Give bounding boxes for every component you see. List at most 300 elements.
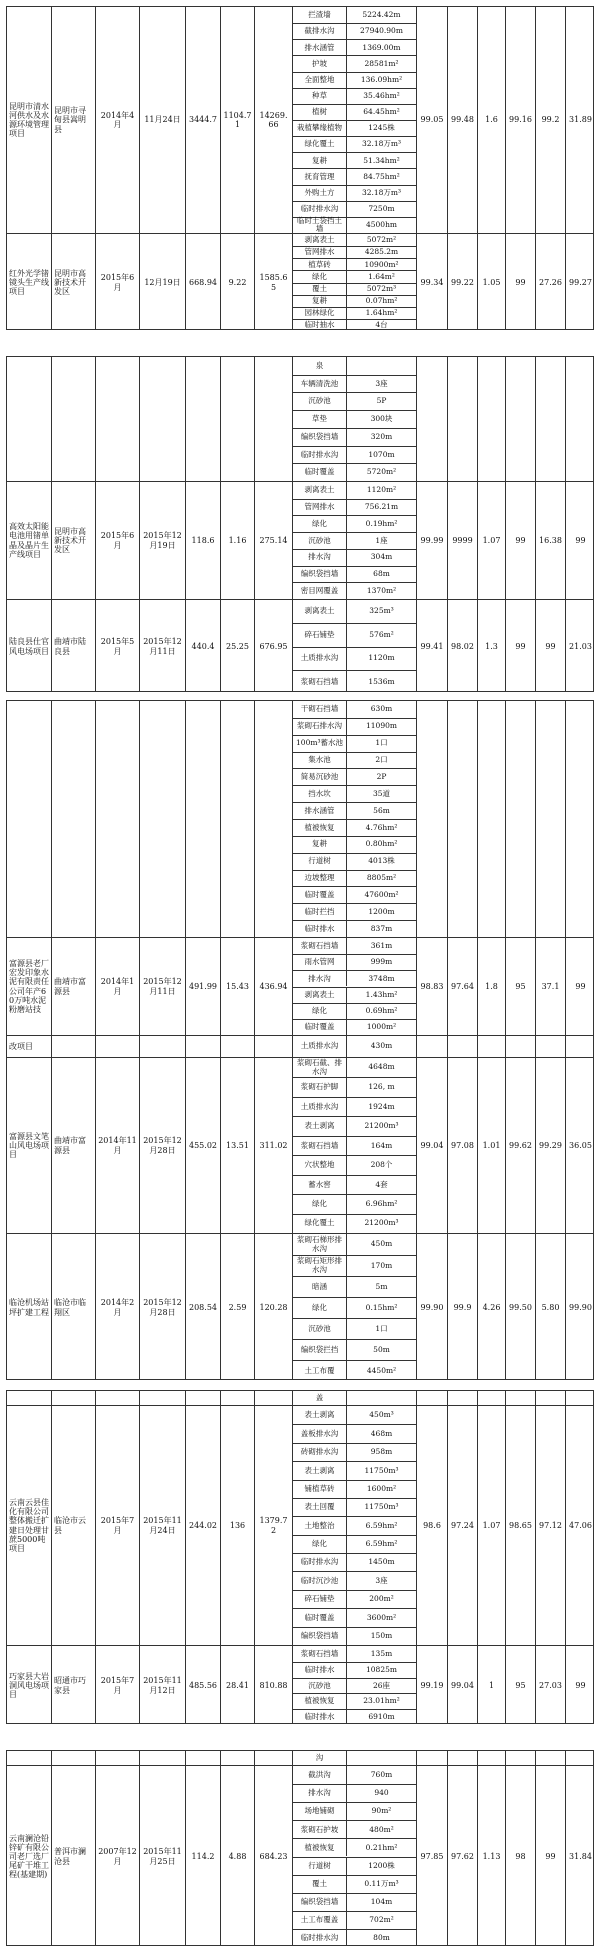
measure-quantity: 1120m² (366, 485, 397, 495)
measure-name: 浆砌石挡墙 (293, 938, 347, 954)
measure-row (293, 1693, 416, 1709)
metric-cell (447, 1036, 477, 1057)
measure-row (293, 1276, 416, 1297)
measure-quantity: 1座 (375, 535, 388, 545)
measure-name: 覆土 (293, 1876, 347, 1893)
metric-cell: 9999 (447, 482, 477, 599)
measure-quantity: 84.75hm² (363, 171, 400, 181)
measure-name: 编织袋挡墙 (293, 1628, 347, 1645)
location-cell (51, 701, 95, 937)
measure-row (293, 410, 416, 428)
metric-cell (535, 1391, 565, 1405)
measure-name: 编织袋挡墙 (293, 429, 347, 446)
measure-row (293, 1058, 416, 1077)
measures-list (292, 1766, 417, 1946)
measure-row (293, 120, 416, 136)
value-cell: 491.99 (185, 938, 220, 1035)
measure-quantity: 4500hm (365, 220, 398, 230)
measure-quantity: 50m (373, 1344, 390, 1354)
measure-quantity: 702m² (369, 1915, 394, 1925)
measure-row (293, 886, 416, 903)
metric-cell: 99.34 (420, 277, 444, 287)
metric-cell (565, 1036, 594, 1057)
measure-row (293, 136, 416, 152)
measure-name: 管网排水 (293, 247, 347, 258)
metric-cell: 99 (565, 1646, 594, 1724)
measure-name: 复耕 (293, 296, 347, 307)
measure-name: 浆砌石挡墙 (293, 1137, 347, 1155)
measure-row (293, 1516, 416, 1534)
metric-cell: 37.1 (535, 938, 565, 1035)
measure-quantity: 1000m² (366, 1022, 397, 1032)
metric-cell: 99.2 (535, 7, 565, 233)
value-cell (185, 1751, 220, 1765)
metric-cell: 99.16 (505, 7, 535, 233)
metric-cell: 99.22 (447, 234, 477, 330)
project-name-cell: 高效太阳能电池用锗单晶及晶片生产线项目 (9, 522, 49, 559)
measure-name: 剥离表土 (293, 482, 347, 499)
measure-quantity: 208个 (370, 1160, 393, 1170)
metric-cell: 99.04 (447, 1646, 477, 1724)
metric-cell (477, 1036, 505, 1057)
value-cell: 455.02 (185, 1058, 220, 1233)
measure-quantity: 1245株 (368, 123, 395, 133)
measure-name: 土质排水沟 (293, 1098, 347, 1116)
metric-cell (565, 357, 594, 481)
measure-name: 沉砂池 (293, 1319, 347, 1339)
metric-cell (505, 1391, 535, 1405)
location-cell: 曲靖市陆良县 (51, 600, 95, 692)
measure-quantity: 51.34hm² (363, 155, 400, 165)
measure-row (293, 600, 416, 623)
measure-quantity: 23.01hm² (363, 1696, 400, 1706)
metric-cell: 97.64 (447, 938, 477, 1035)
value-cell: 9.22 (220, 234, 254, 330)
metric-cell: 99.90 (420, 1302, 444, 1312)
measure-quantity: 11090m (366, 721, 397, 731)
measure-quantity: 630m (370, 704, 393, 714)
measure-row (293, 970, 416, 986)
measure-quantity: 468m (370, 1428, 393, 1438)
start-date-cell: 2015年6月 (95, 482, 139, 599)
end-date-cell: 2015年12月28日 (139, 1058, 185, 1233)
measure-quantity: 2P (376, 772, 387, 782)
measure-quantity: 5072m³ (366, 283, 397, 293)
measure-name: 植被恢复 (293, 820, 347, 836)
measure-quantity (347, 1751, 416, 1765)
start-date-cell: 2015年5月 (95, 600, 139, 692)
value-cell: 676.95 (254, 600, 292, 692)
measure-quantity: 5224.42m (362, 9, 401, 19)
metric-cell: 99.05 (420, 115, 444, 125)
value-cell (185, 701, 220, 937)
table-fragment-1 (6, 6, 594, 330)
measure-name: 绿化 (293, 1004, 347, 1019)
measure-row (293, 463, 416, 481)
measure-name: 行道树 (293, 854, 347, 870)
end-date-cell (139, 1751, 185, 1765)
measure-row (293, 701, 416, 718)
measure-row (293, 152, 416, 168)
measure-row (293, 623, 416, 646)
measure-name: 临时沉沙池 (293, 1572, 347, 1589)
measure-row (293, 1019, 416, 1035)
measure-row (293, 1194, 416, 1213)
metric-cell: 1.8 (477, 938, 505, 1035)
measure-row (293, 499, 416, 516)
table-fragment-3 (6, 700, 594, 1380)
project-name-cell (7, 701, 51, 937)
measure-quantity: 756.21m (364, 502, 399, 512)
measure-name: 浆砌石护脚 (293, 1078, 347, 1096)
metric-cell (505, 357, 535, 481)
measure-name: 100m³蓄水池 (293, 736, 347, 752)
measure-quantity: 0.21hm² (365, 1842, 398, 1852)
measure-quantity: 0.07hm² (365, 295, 398, 305)
end-date-cell: 2015年12月11日 (139, 600, 185, 692)
measure-row (293, 870, 416, 887)
metric-cell: 1.13 (477, 1766, 505, 1946)
location-cell: 曲靖市富源县 (51, 938, 95, 1035)
value-cell: 1585.65 (254, 234, 292, 330)
measure-quantity: 4648m (368, 1062, 395, 1072)
value-cell: 4.88 (220, 1766, 254, 1946)
measure-row (293, 1911, 416, 1929)
metric-cell (477, 357, 505, 481)
measure-row (293, 1627, 416, 1645)
measure-name: 暗涵 (293, 1277, 347, 1297)
measure-quantity: 1070m (368, 449, 395, 459)
metric-cell (477, 1751, 505, 1765)
measure-name: 临时排水 (293, 1710, 347, 1724)
measure-name: 挡水坎 (293, 786, 347, 802)
measure-quantity: 8805m² (366, 873, 397, 883)
measure-name: 绿化 (293, 1298, 347, 1318)
value-cell (254, 701, 292, 937)
measure-name: 绿化覆土 (293, 1215, 347, 1233)
measure-quantity: 7250m (368, 203, 395, 213)
measure-row (293, 428, 416, 446)
measure-quantity: 80m (373, 1933, 390, 1943)
measure-row (293, 1077, 416, 1096)
measure-quantity: 90m² (371, 1806, 392, 1816)
measure-quantity: 430m (370, 1041, 393, 1051)
metric-cell: 1.6 (477, 7, 505, 233)
start-date-cell (95, 357, 139, 481)
measures-list (292, 1751, 417, 1765)
measure-name: 穴状整地 (293, 1156, 347, 1174)
measure-name: 排水涵管 (293, 40, 347, 55)
table-row (7, 937, 593, 1035)
metric-cell: 99.19 (420, 1680, 444, 1690)
measure-name: 管网排水 (293, 500, 347, 516)
measure-quantity: 1924m (368, 1101, 395, 1111)
measure-quantity: 361m (370, 940, 393, 950)
measure-quantity: 68m (373, 569, 390, 579)
start-date-cell: 2015年7月 (95, 1646, 139, 1724)
measures-list (292, 1234, 417, 1380)
value-cell: 1379.72 (254, 1406, 292, 1645)
project-name-cell: 陆良县仕官风电场项目 (9, 637, 49, 656)
measure-row (293, 836, 416, 853)
measure-quantity: 576m² (369, 630, 394, 640)
start-date-cell: 2014年11月 (95, 1058, 139, 1233)
measure-row (293, 566, 416, 583)
metric-cell (565, 1391, 594, 1405)
measure-name: 绿化 (293, 1195, 347, 1213)
measure-name: 临时排水沟 (293, 447, 347, 464)
table-row (7, 357, 593, 481)
metric-cell: 99.9 (447, 1234, 477, 1380)
measure-row (293, 392, 416, 410)
metric-cell: 99.90 (565, 1234, 594, 1380)
measure-name: 雨水管网 (293, 955, 347, 970)
measure-quantity: 3600m² (366, 1612, 397, 1622)
measure-name: 沉砂池 (293, 393, 347, 410)
end-date-cell: 2015年11月25日 (139, 1766, 185, 1946)
measure-row (293, 55, 416, 71)
measure-quantity: 4.76hm² (365, 822, 398, 832)
metric-cell (447, 1391, 477, 1405)
metric-cell (447, 357, 477, 481)
value-cell: 120.28 (254, 1234, 292, 1380)
value-cell: 440.4 (185, 600, 220, 692)
start-date-cell (95, 1751, 139, 1765)
metric-cell (505, 1751, 535, 1765)
measure-name: 密目网覆盖 (293, 583, 347, 599)
measure-row (293, 1571, 416, 1589)
measure-quantity: 300块 (370, 414, 393, 424)
table-row (7, 1751, 593, 1765)
measure-row (293, 1929, 416, 1946)
measure-name: 行道树 (293, 1858, 347, 1875)
measure-name: 护坡 (293, 56, 347, 71)
measure-quantity: 4台 (375, 320, 388, 330)
measure-name: 排水沟 (293, 971, 347, 986)
metric-cell: 27.03 (535, 1646, 565, 1724)
metric-cell: 99.48 (447, 7, 477, 233)
measure-row (293, 446, 416, 464)
metric-cell: 47.06 (565, 1406, 594, 1645)
measure-quantity: 3座 (375, 378, 388, 388)
metric-cell: 97.85 (420, 1851, 444, 1861)
measure-quantity: 958m (370, 1447, 393, 1457)
measure-row (293, 1646, 416, 1662)
measure-quantity: 21200m³ (364, 1121, 399, 1131)
location-cell: 临沧市临翔区 (51, 1234, 95, 1380)
measure-quantity: 6910m (368, 1712, 395, 1722)
end-date-cell: 11月24日 (139, 7, 185, 233)
measure-row (293, 1662, 416, 1678)
measure-row (293, 185, 416, 201)
measures-list (292, 1406, 417, 1645)
measure-row (293, 582, 416, 599)
measure-quantity: 1.64m² (368, 271, 395, 281)
measure-name: 园林绿化 (293, 308, 347, 319)
measure-name: 种草 (293, 89, 347, 104)
metric-cell (535, 1036, 565, 1057)
measure-row (293, 1590, 416, 1608)
measure-row (293, 1535, 416, 1553)
measure-quantity: 5072m² (366, 234, 397, 244)
measure-row (293, 1003, 416, 1019)
measure-name: 截洪沟 (293, 1766, 347, 1784)
metric-cell: 99.99 (420, 535, 444, 545)
measure-name: 土质排水沟 (293, 1036, 347, 1057)
value-cell: 136 (220, 1406, 254, 1645)
value-cell: 208.54 (185, 1234, 220, 1380)
measure-quantity: 1370m² (366, 585, 397, 595)
value-cell: 3444.7 (185, 7, 220, 233)
measure-row (293, 1214, 416, 1233)
metric-cell: 99.50 (505, 1234, 535, 1380)
measure-row (293, 201, 416, 217)
project-name-cell: 富源县文笔山风电场项目 (9, 1131, 49, 1160)
measure-row (293, 1838, 416, 1856)
value-cell: 1.16 (220, 482, 254, 599)
measure-row (293, 1297, 416, 1318)
measure-row (293, 375, 416, 393)
measure-quantity: 26座 (372, 1680, 391, 1690)
measure-row (293, 246, 416, 258)
table-row (7, 599, 593, 692)
value-cell: 25.25 (220, 600, 254, 692)
measure-row (293, 718, 416, 735)
metric-cell (417, 1751, 447, 1765)
measure-row (293, 39, 416, 55)
measure-name: 全面整地 (293, 73, 347, 88)
metric-cell: 4.26 (477, 1234, 505, 1380)
measure-quantity: 1.43hm² (365, 989, 398, 999)
project-name-cell: 改项目 (9, 1041, 33, 1051)
measure-name: 编织袋拦挡 (293, 1340, 347, 1360)
measure-quantity: 304m (370, 552, 393, 562)
end-date-cell: 2015年11月24日 (139, 1406, 185, 1645)
measure-name: 砖砌排水沟 (293, 1444, 347, 1461)
metric-cell: 1 (477, 1646, 505, 1724)
measure-name: 土工布覆 (293, 1361, 347, 1380)
value-cell (220, 1391, 254, 1405)
measure-name: 临时覆盖 (293, 1020, 347, 1035)
measures-list (292, 701, 417, 937)
measure-quantity: 27940.90m (360, 26, 403, 36)
location-cell (51, 357, 95, 481)
measure-row (293, 735, 416, 752)
measure-name: 植被恢复 (293, 1694, 347, 1709)
measure-name: 盖 (293, 1391, 347, 1405)
value-cell (220, 357, 254, 481)
measure-quantity: 450m³ (369, 1409, 394, 1419)
measures-list (292, 482, 417, 599)
measures-list (292, 938, 417, 1035)
metric-cell: 98.6 (423, 1520, 441, 1530)
measure-quantity: 0.11万m³ (364, 1878, 399, 1888)
measure-row (293, 1255, 416, 1276)
metric-cell: 99 (505, 234, 535, 330)
value-cell: 244.02 (185, 1406, 220, 1645)
measure-row (293, 987, 416, 1003)
table-row (7, 1765, 593, 1946)
measure-quantity: 5P (376, 396, 387, 406)
measure-name: 抚育管理 (293, 169, 347, 184)
measure-name: 拦渣墙 (293, 7, 347, 23)
measures-list (292, 357, 417, 481)
location-cell (51, 1391, 95, 1405)
measure-quantity: 11750m³ (364, 1465, 399, 1475)
measure-row (293, 1875, 416, 1893)
metric-cell: 36.05 (565, 1058, 594, 1233)
metric-cell: 1.07 (477, 1406, 505, 1645)
measure-quantity: 126, m (368, 1082, 395, 1092)
measure-quantity: 1200m (368, 906, 395, 916)
measure-name: 栽植攀缘植物 (293, 121, 347, 136)
measure-row (293, 1553, 416, 1571)
table-row (7, 7, 593, 233)
measure-quantity: 0.80hm² (365, 839, 398, 849)
measure-row (293, 1608, 416, 1626)
project-name-cell: 巧家县大岩洞风电场项目 (9, 1671, 49, 1700)
measure-quantity: 28581m² (364, 58, 399, 68)
measure-quantity: 320m (370, 431, 393, 441)
value-cell (254, 1391, 292, 1405)
measure-quantity (347, 357, 416, 375)
measure-quantity: 1369.00m (362, 42, 401, 52)
measure-quantity: 164m (370, 1140, 393, 1150)
measure-quantity: 1.64hm² (365, 308, 398, 317)
metric-cell (565, 1751, 594, 1765)
end-date-cell (139, 701, 185, 937)
location-cell: 昆明市寻甸县嵩明县 (51, 7, 95, 233)
metric-cell: 27.26 (535, 234, 565, 330)
measure-name: 边坡整理 (293, 871, 347, 887)
value-cell: 118.6 (185, 482, 220, 599)
measure-row (293, 1391, 416, 1405)
measure-quantity: 3座 (375, 1575, 388, 1585)
measure-quantity: 47600m² (364, 890, 399, 900)
measure-row (293, 670, 416, 692)
location-cell: 普洱市澜沧县 (51, 1766, 95, 1946)
metric-cell (417, 1391, 447, 1405)
measure-quantity: 480m² (369, 1824, 394, 1834)
measures-list (292, 1391, 417, 1405)
measure-quantity: 136.09hm² (360, 74, 403, 84)
measure-name: 浆砌石截、排水沟 (293, 1058, 347, 1077)
value-cell (220, 1751, 254, 1765)
measure-row (293, 752, 416, 769)
measure-quantity: 837m (370, 923, 393, 933)
measure-quantity: 760m (370, 1769, 393, 1779)
measure-quantity: 200m² (369, 1594, 394, 1604)
metric-cell (447, 1751, 477, 1765)
measure-name: 外购土方 (293, 186, 347, 201)
measure-quantity: 150m (370, 1630, 393, 1640)
value-cell: 275.14 (254, 482, 292, 599)
value-cell: 13.51 (220, 1058, 254, 1233)
measure-quantity: 104m (370, 1896, 393, 1906)
measure-name: 植树 (293, 105, 347, 120)
measure-quantity: 4套 (375, 1179, 388, 1189)
measure-row (293, 307, 416, 319)
measure-row (293, 819, 416, 836)
metric-cell: 98.02 (447, 600, 477, 692)
measure-name: 排水沟 (293, 550, 347, 566)
location-cell: 昭通市巧家县 (51, 1646, 95, 1724)
measure-name: 表土回覆 (293, 1499, 347, 1516)
project-name-cell: 红外光学锗镜头生产线项目 (9, 268, 49, 297)
measure-quantity: 6.96hm² (365, 1199, 398, 1209)
measure-name: 临时覆盖 (293, 464, 347, 481)
measure-quantity: 4450m² (366, 1365, 397, 1375)
